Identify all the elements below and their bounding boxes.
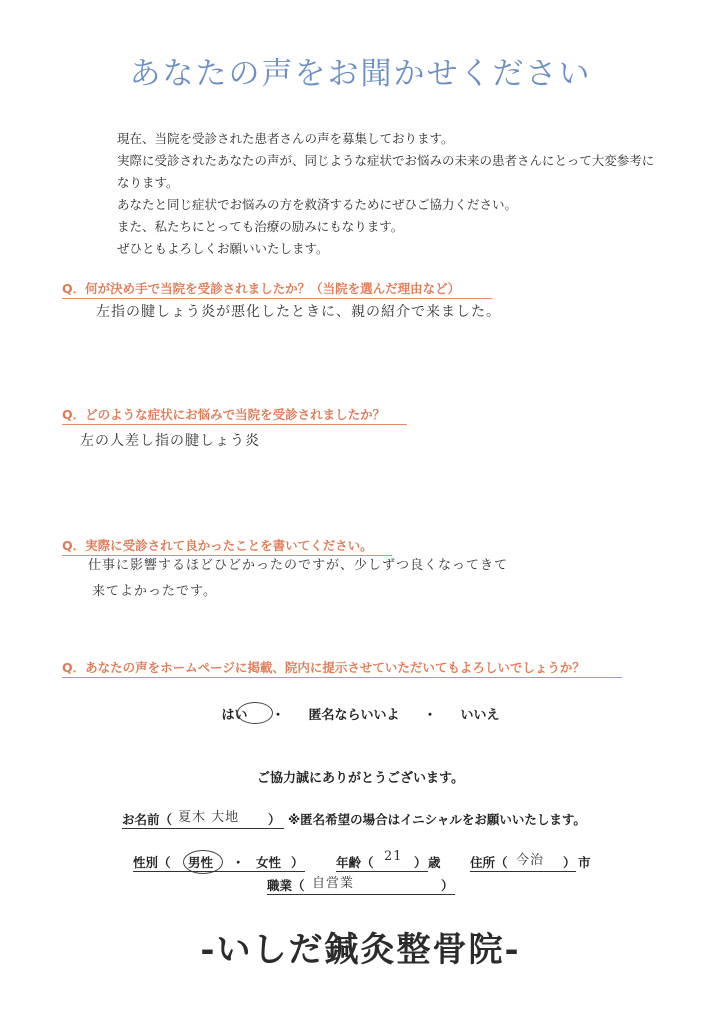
question-2-label: Q．どのような症状にお悩みで当院を受診されましたか？ [62, 407, 386, 422]
consent-yes[interactable]: はい [221, 708, 248, 723]
intro-text [117, 128, 677, 260]
age-close: ） [414, 855, 427, 870]
name-note: ※匿名希望の場合はイニシャルをお願いいたします。 [288, 812, 586, 827]
consent-separator: ・ [423, 708, 437, 723]
thanks-message: ご協力誠にありがとうございます。 [257, 771, 464, 786]
name-underline [122, 828, 284, 829]
question-2-underline [62, 424, 407, 425]
gender-male[interactable]: 男性 [188, 855, 214, 870]
consent-anonymous[interactable]: 匿名ならいいよ [308, 708, 400, 723]
intro-line: あなたと同じ症状でお悩みの方を救済するためにぜひご協力ください。 [117, 197, 518, 212]
job-value[interactable]: 自営業 [312, 876, 355, 891]
gender-underline [133, 871, 305, 872]
name-value[interactable]: 夏木 大地 [178, 810, 240, 825]
job-label: 職業（ [267, 878, 305, 893]
gender-female[interactable]: 女性 [256, 855, 282, 870]
intro-line: 実際に受診されたあなたの声が、同じような症状でお悩みの未来の患者さんにとって大変参考に [117, 153, 655, 168]
address-label: 住所（ [470, 855, 508, 870]
job-close: ） [441, 878, 454, 893]
consent-yes-circle [237, 702, 273, 724]
address-close: ） [563, 855, 576, 870]
gender-close: ） [291, 855, 304, 870]
question-3-answer-line: 来てよかったです。 [92, 584, 217, 599]
job-underline [267, 894, 455, 895]
question-3-label: Q．実際に受診されて良かったことを書いてください。 [62, 538, 373, 553]
address-unit: 市 [578, 855, 591, 870]
consent-no[interactable]: いいえ [460, 708, 500, 723]
question-4-label: Q．あなたの声をホームページに掲載、院内に提示させていただいてもよろしいでしょうか？ [62, 660, 585, 675]
intro-line: また、私たちにとっても治療の励みにもなります。 [117, 219, 404, 234]
clinic-name: -いしだ鍼灸整骨院- [200, 930, 521, 970]
page-title: あなたの声をお聞かせください [129, 56, 592, 92]
consent-options [0, 704, 721, 723]
question-1-answer: 左指の腱しょう炎が悪化したときに、親の紹介で来ました。 [96, 304, 501, 320]
intro-line: 現在、当院を受診された患者さんの声を募集しております。 [117, 131, 454, 146]
question-2-answer: 左の人差し指の腱しょう炎 [80, 433, 260, 449]
age-value[interactable]: 21 [384, 849, 403, 864]
question-1-label: Q．何が決め手で当院を受診されましたか？（当院を選んだ理由など） [62, 281, 461, 296]
intro-line: なります。 [117, 175, 179, 190]
gender-label: 性別（ [133, 855, 171, 870]
question-4-underline [62, 677, 622, 678]
question-3-answer-line: 仕事に影響するほどひどかったのですが、少しずつ良くなってきて [88, 558, 509, 573]
address-underline [470, 871, 576, 872]
question-1-underline [62, 298, 492, 299]
consent-separator: ・ [271, 708, 285, 723]
address-value[interactable]: 今治 [516, 853, 545, 868]
age-unit: 歳 [428, 855, 441, 870]
age-label: 年齢（ [336, 855, 374, 870]
name-label: お名前（ [122, 812, 173, 827]
intro-line: ぜひともよろしくお願いいたします。 [117, 241, 329, 256]
gender-separator: ・ [232, 855, 245, 870]
name-close: ） [268, 812, 281, 827]
